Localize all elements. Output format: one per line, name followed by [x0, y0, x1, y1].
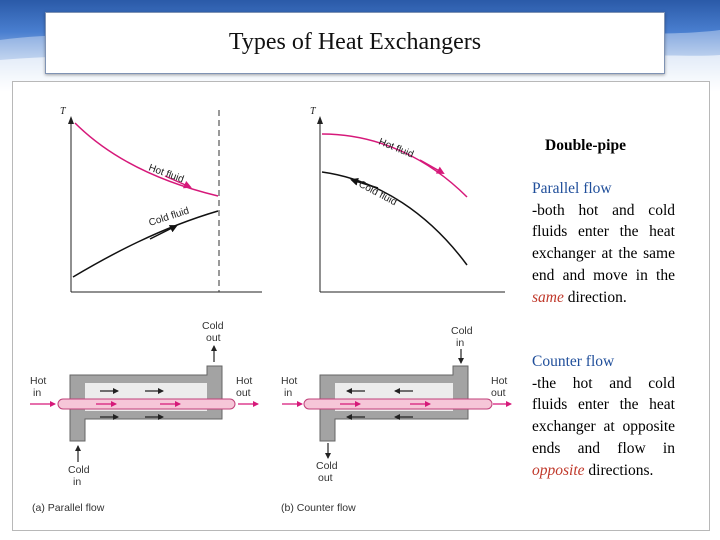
counter-flow-emphasis: opposite	[532, 461, 585, 479]
parallel-flow-end: direction.	[567, 288, 627, 306]
counter-flow-end: directions.	[588, 461, 654, 479]
counter-cold-curve-label: Cold fluid	[356, 178, 399, 209]
counter-caption: (b) Counter flow	[281, 502, 356, 514]
parallel-hot-out-label: Hot out	[236, 375, 253, 399]
parallel-cold-in-label: Cold in	[68, 464, 90, 488]
counter-temperature-graph	[310, 106, 505, 292]
parallel-temperature-graph	[60, 106, 262, 292]
parallel-hot-curve	[75, 123, 218, 196]
counter-t-axis-label: T	[310, 106, 316, 117]
counter-flow-body: -the hot and cold fluids enter the heat exchanger at opposite ends and flow in	[532, 374, 675, 457]
parallel-cold-out-label: Cold out	[202, 320, 224, 344]
counter-hot-curve-label: Hot fluid	[376, 136, 416, 161]
counter-cold-out-label: Cold out	[316, 460, 338, 484]
counter-exchanger-drawing	[281, 325, 511, 514]
parallel-cold-curve-label: Cold fluid	[147, 205, 191, 229]
counter-flow-title: Counter flow	[532, 353, 615, 370]
counter-t-axis-arrowhead	[317, 116, 323, 124]
parallel-flow-emphasis: same	[532, 288, 564, 306]
parallel-flow-body: -both hot and cold fluids enter the heat exchanger at the same end and move in the	[532, 201, 675, 284]
parallel-hot-curve-label: Hot fluid	[146, 162, 186, 186]
exchanger-type-heading: Double-pipe	[545, 137, 626, 154]
counter-cold-in-label: Cold in	[451, 325, 473, 349]
counter-hot-out-label: Hot out	[491, 375, 508, 399]
parallel-inner-tube	[58, 399, 235, 409]
parallel-t-axis-arrowhead	[68, 116, 74, 124]
counter-flow-description	[532, 351, 675, 481]
parallel-hot-in-label: Hot in	[30, 375, 47, 399]
parallel-flow-description	[532, 178, 675, 308]
parallel-exchanger-drawing	[30, 320, 258, 514]
parallel-t-axis-label: T	[60, 106, 66, 117]
parallel-flow-title: Parallel flow	[532, 180, 612, 197]
parallel-caption: (a) Parallel flow	[32, 502, 105, 514]
parallel-cold-arrow	[150, 226, 176, 239]
parallel-cold-curve	[73, 211, 218, 277]
counter-hot-arrow	[420, 160, 443, 173]
counter-inner-tube	[304, 399, 492, 409]
slide-title: Types of Heat Exchangers	[228, 28, 482, 55]
counter-cold-curve	[322, 172, 467, 265]
counter-hot-in-label: Hot in	[281, 375, 298, 399]
